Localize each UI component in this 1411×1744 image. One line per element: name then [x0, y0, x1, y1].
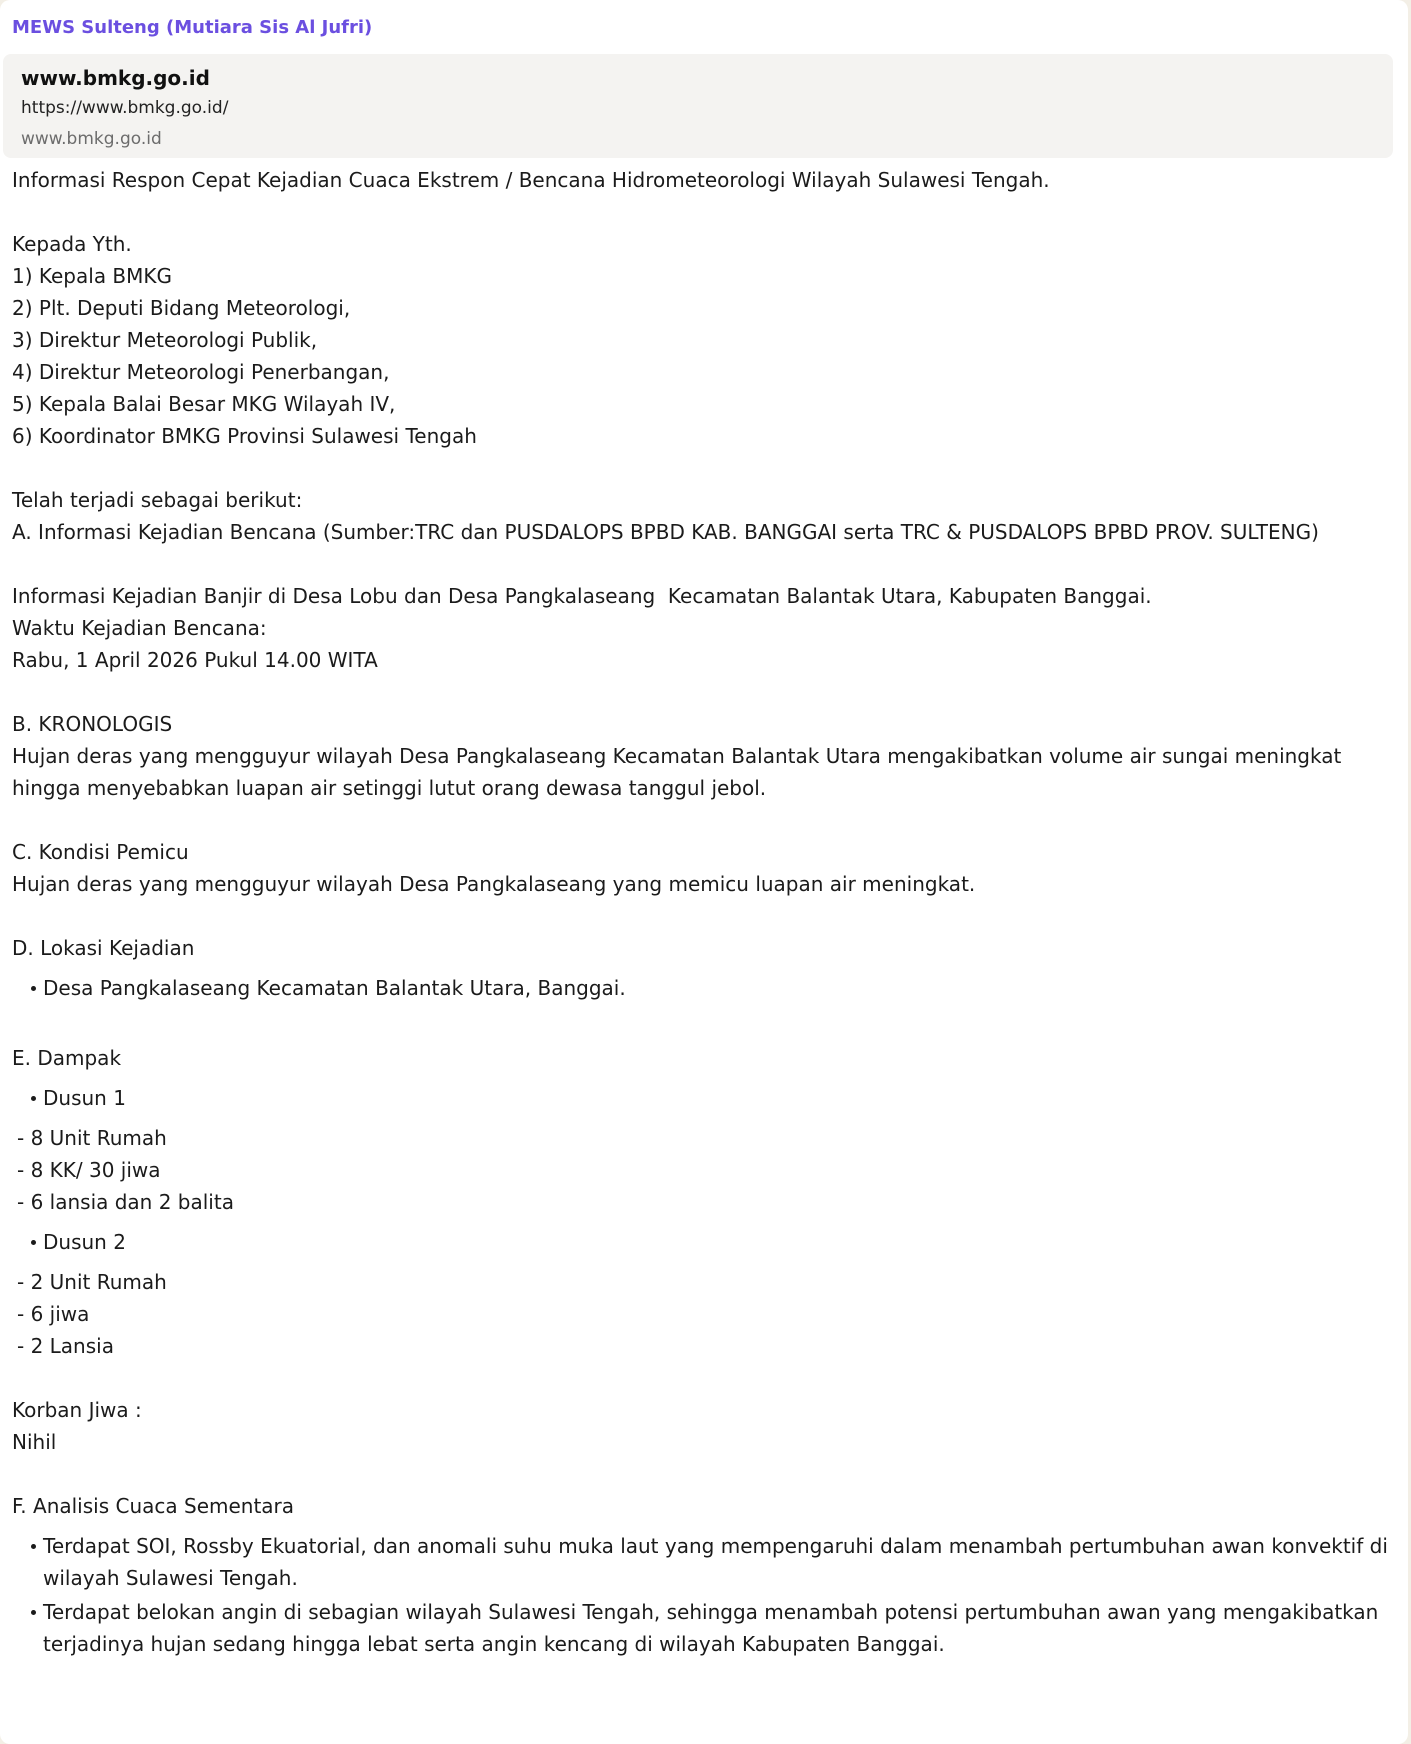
- recipients-heading: Kepada Yth.: [12, 232, 132, 256]
- weather-analysis-list: [12, 1530, 1396, 1660]
- section-c-text: Hujan deras yang mengguyur wilayah Desa Pangkalaseang yang memicu luapan air meningkat.: [12, 872, 976, 896]
- recipient-item: 3) Direktur Meteorologi Publik,: [12, 328, 318, 352]
- location-bullet: Desa Pangkalaseang Kecamatan Balantak Utara, Banggai.: [12, 972, 1396, 1004]
- event-info: Informasi Kejadian Banjir di Desa Lobu dan Desa Pangkalaseang Kecamatan Balantak Utara, Kabupaten Banggai.: [12, 584, 1152, 608]
- recipient-item: 6) Koordinator BMKG Provinsi Sulawesi Tengah: [12, 424, 477, 448]
- section-f-title: F. Analisis Cuaca Sementara: [12, 1494, 295, 1518]
- recipient-item: 2) Plt. Deputi Bidang Meteorologi,: [12, 296, 351, 320]
- dusun-2-bullet: Dusun 2: [12, 1226, 1396, 1258]
- event-time-label: Waktu Kejadian Bencana:: [12, 616, 267, 640]
- link-preview-domain: www.bmkg.go.id: [21, 129, 162, 149]
- dusun-2-detail: - 2 Unit Rumah: [17, 1270, 167, 1294]
- event-time-value: Rabu, 1 April 2026 Pukul 14.00 WITA: [12, 648, 378, 672]
- dusun-2-detail: - 2 Lansia: [17, 1334, 114, 1358]
- section-a-title: A. Informasi Kejadian Bencana (Sumber:TRC dan PUSDALOPS BPBD KAB. BANGGAI serta TRC & PUSDALOPS BPBD PROV. SULTENG): [12, 520, 1319, 544]
- dusun-1-detail: - 6 lansia dan 2 balita: [17, 1190, 234, 1214]
- sender-name[interactable]: MEWS Sulteng (Mutiara Sis Al Jufri): [12, 17, 373, 38]
- dusun-2-detail: - 6 jiwa: [17, 1302, 90, 1326]
- dusun-1-detail: - 8 KK/ 30 jiwa: [17, 1158, 161, 1182]
- section-b-text: Hujan deras yang mengguyur wilayah Desa Pangkalaseang Kecamatan Balantak Utara mengakibatkan volume air sungai meningkat hingga menyebabkan luapan air setinggi lutut orang dewasa tanggul jebol.: [12, 744, 1348, 800]
- dusun-1-detail: - 8 Unit Rumah: [17, 1126, 167, 1150]
- section-c-title: C. Kondisi Pemicu: [12, 840, 189, 864]
- section-e-title: E. Dampak: [12, 1046, 122, 1070]
- casualties-label: Korban Jiwa :: [12, 1398, 142, 1422]
- weather-analysis-item: Terdapat SOI, Rossby Ekuatorial, dan anomali suhu muka laut yang mempengaruhi dalam menambah pertumbuhan awan konvektif di wilayah Sulawesi Tengah.: [12, 1530, 1396, 1594]
- message-text: [12, 164, 1396, 1720]
- casualties-value: Nihil: [12, 1430, 57, 1454]
- recipient-item: 5) Kepala Balai Besar MKG Wilayah IV,: [12, 392, 396, 416]
- occurred-heading: Telah terjadi sebagai berikut:: [12, 488, 303, 512]
- dusun-1-bullet: Dusun 1: [12, 1082, 1396, 1114]
- link-preview-card[interactable]: [3, 54, 1393, 158]
- link-preview-description: https://www.bmkg.go.id/: [21, 98, 229, 118]
- section-d-title: D. Lokasi Kejadian: [12, 936, 195, 960]
- recipient-item: 4) Direktur Meteorologi Penerbangan,: [12, 360, 390, 384]
- link-preview-title: www.bmkg.go.id: [21, 66, 210, 90]
- recipient-item: 1) Kepala BMKG: [12, 264, 173, 288]
- weather-analysis-item: Terdapat belokan angin di sebagian wilayah Sulawesi Tengah, sehingga menambah potensi pertumbuhan awan yang mengakibatkan terjadinya hujan sedang hingga lebat serta angin kencang di wilayah Kabupaten Banggai.: [12, 1596, 1396, 1660]
- intro-text: Informasi Respon Cepat Kejadian Cuaca Ekstrem / Bencana Hidrometeorologi Wilayah Sulawesi Tengah.: [12, 168, 1050, 192]
- section-b-title: B. KRONOLOGIS: [12, 712, 173, 736]
